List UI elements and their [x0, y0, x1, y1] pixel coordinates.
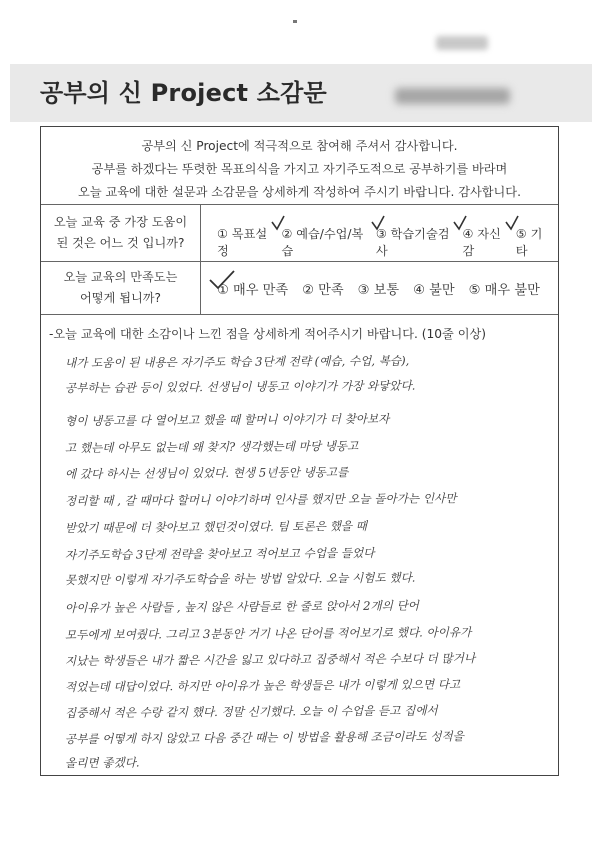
redacted-id: [436, 36, 488, 50]
q1-option-3[interactable]: ③ 학습기술검사: [375, 227, 450, 258]
essay-prompt: -오늘 교육에 대한 소감이나 느낀 점을 상세하게 적어주시기 바랍니다. (10줄 이상): [49, 327, 486, 341]
page-title: 공부의 신 Project 소감문: [40, 79, 327, 107]
handwriting-line: 공부를 어떻게 하지 않았고 다음 중간 때는 이 방법을 활용해 조금이라도 성적을: [64, 729, 464, 746]
handwriting-line: 집중해서 적은 수랑 같지 했다. 정말 신기했다. 오늘 이 수업을 듣고 집에서: [64, 703, 438, 720]
check-mark-icon: [453, 215, 467, 231]
handwriting-line: 적었는데 대답이었다. 하지만 아이유가 높은 학생들은 내가 이렇게 있으면 다고: [64, 677, 461, 694]
check-mark-icon: [371, 215, 385, 231]
check-mark-icon: [271, 215, 285, 231]
check-mark-icon: [505, 215, 519, 231]
q2-option-4[interactable]: ④ 불만: [413, 283, 455, 298]
handwriting-line: 에 갔다 하시는 선생님이 있었다. 현생 5년동안 냉동고를: [64, 465, 349, 481]
handwriting-line: 아이유가 높은 사람들 , 높지 않은 사람들로 한 줄로 앉아서 2개의 단어: [64, 598, 420, 615]
q2-option-3[interactable]: ③ 보통: [357, 283, 400, 298]
intro-line-2: 공부를 하겠다는 뚜렷한 목표의식을 가지고 자기주도적으로 공부하기를 바라며: [91, 162, 508, 176]
check-mark-icon: [209, 270, 235, 290]
redacted-name: [395, 88, 510, 104]
survey-form: [40, 126, 559, 776]
handwriting-line: 못했지만 이렇게 자기주도학습을 하는 방법 알았다. 오늘 시험도 했다.: [64, 570, 416, 587]
q2-option-2[interactable]: ② 만족: [302, 283, 344, 298]
handwriting-line: 정리할 때 , 갈 때마다 할머니 이야기하며 인사를 했지만 오늘 돌아가는 인사만: [64, 491, 457, 508]
handwriting-line: 고 했는데 아무도 없는데 왜 찾지? 생각했는데 마당 냉동고: [64, 438, 359, 455]
handwriting-line: 내가 도움이 된 내용은 자기주도 학습 3단계 전략 (예습, 수업, 복습),: [64, 353, 410, 370]
q1-option-2[interactable]: ② 예습/수업/복습: [281, 227, 364, 258]
handwriting-line: 지났는 학생들은 내가 짧은 시간을 잃고 있다하고 집중해서 적은 수보다 더 많거나: [64, 651, 476, 668]
handwritten-essay: [41, 127, 560, 777]
page-mark: [293, 20, 297, 23]
q1-option-1[interactable]: ① 목표설정: [217, 227, 268, 258]
intro-line-1: 공부의 신 Project에 적극적으로 참여해 주셔서 감사합니다.: [141, 139, 458, 153]
handwriting-line: 공부하는 습관 등이 있었다. 선생님이 냉동고 이야기가 가장 와닿았다.: [64, 378, 416, 395]
q1-option-4[interactable]: ④ 자신감: [462, 227, 501, 258]
intro-line-3: 오늘 교육에 대한 설문과 소감문을 상세하게 작성하여 주시기 바랍니다. 감사합니다.: [78, 185, 521, 199]
handwriting-line: 형이 냉동고를 다 열어보고 했을 때 할머니 이야기가 더 찾아보자: [64, 411, 390, 428]
q1-option-5[interactable]: ⑤ 기타: [515, 227, 543, 258]
q2-option-1[interactable]: ① 매우 만족: [217, 283, 289, 298]
handwriting-line: 자기주도학습 3단계 전략을 찾아보고 적어보고 수업을 들었다: [64, 545, 375, 562]
handwriting-line: 모두에게 보여줬다. 그리고 3분동안 거기 나온 단어를 적어보기로 했다. 아이유가: [64, 625, 472, 642]
question-1-label-line-1: 오늘 교육 중 가장 도움이: [53, 215, 188, 229]
q2-option-5[interactable]: ⑤ 매우 불만: [468, 283, 540, 298]
question-2-label-line-1: 오늘 교육의 만족도는: [63, 270, 178, 284]
question-2-label-line-2: 어떻게 됩니까?: [80, 291, 161, 305]
handwriting-line: 올리면 좋겠다.: [64, 755, 140, 770]
handwriting-line: 받았기 때문에 더 찾아보고 했던것이였다. 팀 토론은 했을 때: [64, 518, 368, 535]
question-1-label-line-2: 된 것은 어느 것 입니까?: [56, 236, 185, 250]
